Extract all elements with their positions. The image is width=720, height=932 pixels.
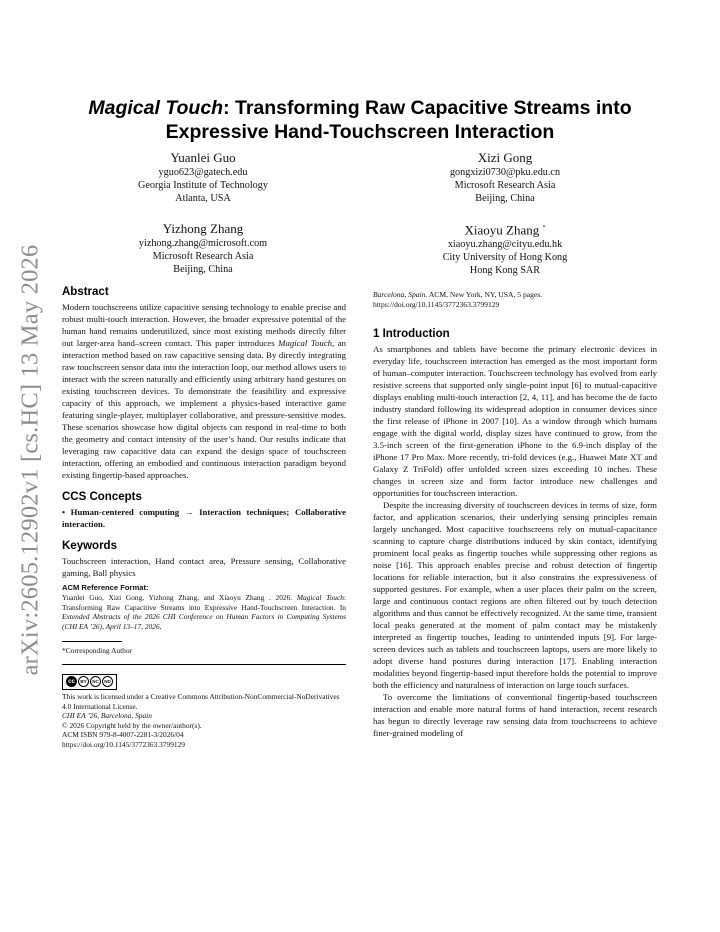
acm-reference-continued [373,290,657,310]
introduction-heading: 1 Introduction [373,327,450,340]
author-email: gongxizi0730@pku.edu.cn [449,167,561,178]
author-block-2 [390,149,620,205]
author-name: Yizhong Zhang [162,221,244,236]
introduction-section [373,328,657,739]
acm-ref-part: : Transforming Raw Capacitive Streams into Expressive Hand-Touchscreen Interaction. In [62,593,346,612]
title-italic: Magical Touch [88,97,224,119]
abstract-text-em: Magical Touch [278,338,332,348]
corresponding-author-footnote: *Corresponding Author [62,646,133,656]
intro-paragraph-2: Despite the increasing diversity of touchscreen devices in terms of size, form factor, and application scenarios, their underlying sensing principles remain largely unchanged. Most capacitive touchscreens rely on mutual-capacitance scanning to capture charge distributions induced by skin contact, identifying prominent local peaks as fingertip touches while suppressing other regions as noise [16]. This approach enables precise and robust detection of fingertip locations for reliable interaction, but it also constrains the expressiveness of supported gestures. For example, when a user places their palm on the screen, large and continuous contact regions are often filtered out by touch detection algorithms and thus cannot be effectively recognized. At the same time, transient local peaks generated at the moment of palm contact may be mistakenly interpreted as fingertip touches, leading to unintended inputs [9]. For large-screen devices such as tablets and touchscreen laptops, users are more likely to adopt diverse hand postures during interaction [17]. Enabling interaction modalities beyond fingertip-based input therefore holds the potential to improve both the efficiency and naturalness of interaction on large touch surfaces. [373,499,657,690]
author-block-3 [88,220,318,276]
author-affiliation: Microsoft Research Asia [152,251,254,262]
author-email: xiaoyu.zhang@cityu.edu.hk [447,239,563,251]
license-isbn: ACM ISBN 979-8-4007-2281-3/2026/04 [62,730,184,740]
acm-reference-heading: ACM Reference Format: [62,583,149,592]
title-rest: : Transforming Raw Capacitive Streams into Expressive Hand-Touchscreen Interaction [165,97,632,143]
paper-title [62,96,658,144]
author-block-1 [88,149,318,205]
license-rule [62,664,346,665]
author-name [390,220,620,238]
acm-ref-rest: ACM, New York, NY, USA, 5 pages. https://doi.org/10.1145/3772363.3799129 [373,290,543,309]
author-location: Atlanta, USA [175,193,231,204]
abstract-section [62,286,346,481]
keywords-heading: Keywords [62,540,117,552]
author-location: Hong Kong SAR [469,265,541,277]
ccs-heading: CCS Concepts [62,491,142,503]
author-affiliation: Georgia Institute of Technology [138,180,268,191]
abstract-text [62,301,346,481]
ccs-text: • Human-centered computing → Interaction techniques; Collaborative interaction. [62,507,346,529]
keywords-section [62,540,346,579]
license-copyright: © 2026 Copyright held by the owner/author(s). [62,720,202,730]
right-column [373,290,657,739]
arxiv-side-stamp [6,180,54,740]
acm-reference-text [62,593,346,631]
author-location: Beijing, China [173,264,233,275]
author-location: Beijing, China [475,193,535,204]
abstract-text-part: , an interaction method based on raw capacitive sensing data. By directly integrating raw touchscreen sensor data into the interaction loop, our method allows users to interact with the screen naturally and efficiently using arbitrary hand gestures on existing touchscreen devices. To demonstrate the feasibility and expressive capacity of this approach, we implement a physics-based interactive game featuring single-player, multiplayer collaborative, and pressure-sensitive modes. These scenarios showcase how digital objects can respond in real-time to both the geometry and contact intensity of the user’s hand. Our results indicate that leveraging raw capacitive data can expand the design space of touchscreen interaction, offering an embodied and continuous interaction paradigm beyond existing fingertip-based approaches. [62,338,346,480]
author-email: yguo623@gatech.edu [158,167,248,178]
author-email: yizhong.zhang@microsoft.com [138,238,268,249]
author-block-4 [390,220,620,277]
license-text: This work is licensed under a Creative Commons Attribution-NonCommercial-NoDerivatives 4.0 International License. [62,691,340,711]
abstract-heading: Abstract [62,286,109,298]
left-column [62,286,346,750]
cc-icon: cc [66,676,77,687]
author-name: Yuanlei Guo [170,150,236,165]
license-doi: https://doi.org/10.1145/3772363.3799129 [62,739,185,749]
cc-nc-icon: NC [90,676,101,687]
acm-ref-title: Magical Touch [296,593,344,602]
ccs-section [62,491,346,530]
abstract-text-part: Modern touchscreens utilize capacitive sensing technology to enable precise and robust multi-touch interaction. However, the broader expressive potential of the human hand remains underutilized, since most existing methods directly filter out larger-area hand–screen contact. This paper introduces [62,302,346,348]
cc-by-icon: BY [78,676,89,687]
keywords-text: Touchscreen interaction, Hand contact area, Pressure sensing, Collaborative gaming, Ball physics [62,556,346,578]
cc-badge-icons [62,674,117,690]
author-affiliation: Microsoft Research Asia [454,180,556,191]
acm-ref-part: Yuanlei Guo, Xizi Gong, Yizhong Zhang, and Xiaoyu Zhang . 2026. [62,593,297,602]
license-venue: CHI EA ’26, Barcelona, Spain [62,711,152,721]
author-name-text: Xiaoyu Zhang [464,222,540,238]
author-name: Xizi Gong [477,150,533,165]
footnote-rule [62,641,122,642]
acm-ref-venue: Extended Abstracts of the 2026 CHI Conference on Human Factors in Computing Systems (CHI EA ’26), April 13–17, 2026, [62,612,346,631]
acm-reference-format [62,583,346,631]
cc-license-badge [62,670,117,690]
arxiv-id: arXiv:2605.12902v1 [cs.HC] 13 May 2026 [16,244,44,676]
acm-ref-location: Barcelona, Spain. [373,290,428,299]
cc-nd-icon: ND [102,676,113,687]
corresponding-marker: * [542,225,546,231]
author-affiliation: City University of Hong Kong [442,252,568,264]
intro-paragraph-1: As smartphones and tablets have become the primary electronic devices in everyday life, touchscreen interaction has emerged as the most important form of human–computer interaction. Touchscreen technology has evolved from early resistive screens that supported only single-point input [6] to mutual-capacitive displays enabling multi-touch interaction [2, 4, 11], and has become the de facto industry standard following its widespread adoption in consumer devices since the first release of iPhone in 2007 [10]. As a window through which humans engage with the digital world, display sizes have continued to grow, from the 3.5-inch screen of the first-generation iPhone to the 6.9-inch display of the iPhone 17 Pro Max. More recently, tri-fold devices (e.g., Huawei Mate XT and Galaxy Z TriFold) offer unfolded screen sizes exceeding 10 inches. These changes in screen size and form factor introduce new challenges and opportunities for touchscreen interaction. [373,343,657,498]
intro-paragraph-3: To overcome the limitations of conventional fingertip-based touchscreen interaction and enable more natural forms of hand interaction, recent research has begun to directly leverage raw sensing data from touchscreens to achieve finer-grained modeling of [373,691,657,738]
